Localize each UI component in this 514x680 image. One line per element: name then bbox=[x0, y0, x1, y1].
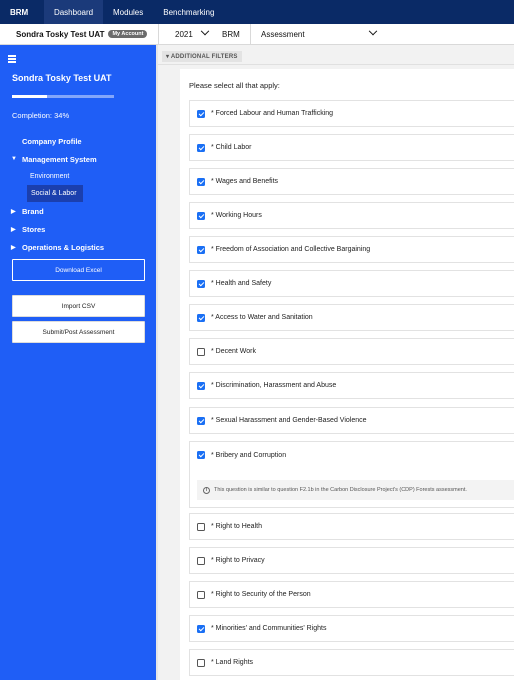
option-row bbox=[189, 441, 514, 508]
option-checkbox[interactable] bbox=[197, 557, 205, 565]
filter-bar bbox=[158, 49, 514, 65]
option-row bbox=[189, 372, 514, 399]
option-head bbox=[197, 625, 327, 633]
caret-right-icon: ▶ bbox=[11, 244, 16, 251]
nav-modules[interactable]: Modules bbox=[113, 7, 144, 17]
sidebar bbox=[0, 45, 156, 680]
brand-select[interactable] bbox=[214, 24, 250, 45]
option-row bbox=[189, 100, 514, 127]
option-head bbox=[197, 591, 311, 599]
additional-filters-label: ADDITIONAL FILTERS bbox=[170, 54, 238, 60]
option-row bbox=[189, 547, 514, 574]
option-head bbox=[197, 659, 253, 667]
option-head bbox=[197, 382, 336, 390]
sidebar-title: Sondra Tosky Test UAT bbox=[12, 73, 112, 83]
option-label: * Health and Safety bbox=[211, 280, 272, 287]
option-label: * Decent Work bbox=[211, 348, 256, 355]
caret-right-icon: ▶ bbox=[11, 208, 16, 215]
caret-down-icon: ▼ bbox=[11, 156, 17, 162]
sidebar-subitem-environment[interactable]: Environment bbox=[30, 173, 70, 180]
option-label: * Right to Health bbox=[211, 523, 262, 530]
option-label: * Working Hours bbox=[211, 212, 262, 219]
option-row bbox=[189, 270, 514, 297]
option-checkbox[interactable] bbox=[197, 659, 205, 667]
nav-benchmarking[interactable]: Benchmarking bbox=[163, 7, 215, 17]
year-select[interactable] bbox=[158, 24, 214, 45]
option-label: * Wages and Benefits bbox=[211, 178, 279, 185]
option-info-note bbox=[197, 480, 514, 500]
additional-filters-toggle[interactable]: ▾ ADDITIONAL FILTERS bbox=[162, 51, 242, 62]
option-checkbox[interactable] bbox=[197, 523, 205, 531]
year-value: 2021 bbox=[175, 29, 193, 39]
option-row bbox=[189, 513, 514, 540]
sidebar-item-label: Management System bbox=[22, 154, 97, 164]
option-checkbox[interactable] bbox=[197, 246, 205, 254]
option-checkbox[interactable] bbox=[197, 314, 205, 322]
option-row bbox=[189, 649, 514, 676]
account-name: Sondra Tosky Test UAT bbox=[16, 29, 105, 39]
option-row bbox=[189, 134, 514, 161]
chevron-down-icon bbox=[201, 27, 209, 35]
option-head bbox=[197, 557, 265, 565]
option-checkbox[interactable] bbox=[197, 212, 205, 220]
assessment-value: Assessment bbox=[261, 29, 305, 39]
info-icon: i bbox=[203, 487, 210, 494]
sidebar-item-stores[interactable] bbox=[0, 220, 156, 238]
sidebar-item-operations-logistics[interactable] bbox=[0, 238, 156, 256]
option-label: * Discrimination, Harassment and Abuse bbox=[211, 382, 337, 389]
option-label: * Child Labor bbox=[211, 144, 252, 151]
completion-label: Completion: 34% bbox=[12, 111, 70, 120]
option-head bbox=[197, 212, 262, 220]
option-head bbox=[197, 314, 313, 322]
import-csv-button[interactable]: Import CSV bbox=[12, 295, 145, 317]
option-checkbox[interactable] bbox=[197, 382, 205, 390]
completion-progress-fill bbox=[12, 95, 47, 98]
question-content bbox=[180, 69, 514, 680]
option-head bbox=[197, 280, 271, 288]
option-checkbox[interactable] bbox=[197, 625, 205, 633]
option-row bbox=[189, 236, 514, 263]
account-bar bbox=[0, 24, 514, 45]
option-row bbox=[189, 202, 514, 229]
option-row bbox=[189, 304, 514, 331]
option-checkbox[interactable] bbox=[197, 348, 205, 356]
sidebar-item-label: Operations & Logistics bbox=[22, 242, 105, 252]
option-label: * Minorities' and Communities' Rights bbox=[211, 625, 327, 632]
option-head bbox=[197, 144, 251, 152]
submit-post-assessment-button[interactable]: Submit/Post Assessment bbox=[12, 321, 145, 343]
option-row bbox=[189, 338, 514, 365]
option-row bbox=[189, 581, 514, 608]
option-checkbox[interactable] bbox=[197, 417, 205, 425]
sidebar-item-label: Stores bbox=[22, 224, 46, 234]
option-checkbox[interactable] bbox=[197, 451, 205, 459]
option-checkbox[interactable] bbox=[197, 280, 205, 288]
option-label: * Right to Security of the Person bbox=[211, 591, 311, 598]
caret-right-icon: ▶ bbox=[11, 226, 16, 233]
sidebar-item-company-profile[interactable] bbox=[0, 132, 156, 150]
option-head bbox=[197, 417, 367, 425]
sidebar-item-management-system[interactable] bbox=[0, 150, 156, 168]
top-navigation-bar bbox=[0, 0, 514, 24]
menu-icon[interactable] bbox=[8, 55, 16, 64]
brand-logo[interactable]: BRM bbox=[10, 7, 29, 17]
option-label: * Bribery and Corruption bbox=[211, 451, 287, 459]
option-label: * Land Rights bbox=[211, 659, 254, 666]
option-checkbox[interactable] bbox=[197, 591, 205, 599]
option-label: * Right to Privacy bbox=[211, 557, 265, 564]
nav-dashboard[interactable]: Dashboard bbox=[44, 0, 103, 24]
download-excel-button[interactable]: Download Excel bbox=[12, 259, 145, 281]
option-checkbox[interactable] bbox=[197, 110, 205, 118]
option-checkbox[interactable] bbox=[197, 178, 205, 186]
question-prompt: Please select all that apply: bbox=[189, 81, 280, 90]
my-account-badge[interactable]: My Account bbox=[108, 30, 147, 38]
main-panel bbox=[158, 45, 514, 680]
option-head bbox=[197, 348, 256, 356]
chevron-down-icon bbox=[369, 27, 377, 35]
option-label: * Forced Labour and Human Trafficking bbox=[211, 110, 334, 117]
option-note-text: This question is similar to question F2.1b in the Carbon Disclosure Project's (CDP) Forests assessment. bbox=[214, 487, 467, 493]
sidebar-nav bbox=[0, 132, 156, 256]
option-head bbox=[197, 246, 370, 254]
option-label: * Access to Water and Sanitation bbox=[211, 314, 313, 321]
sidebar-item-brand[interactable] bbox=[0, 202, 156, 220]
sidebar-item-label: Company Profile bbox=[22, 136, 82, 146]
option-label: * Freedom of Association and Collective Bargaining bbox=[211, 246, 371, 253]
completion-progress-bar bbox=[12, 95, 114, 98]
option-row bbox=[189, 615, 514, 642]
brand-value: BRM bbox=[222, 29, 240, 39]
sidebar-item-label: Brand bbox=[22, 206, 44, 216]
option-label: * Sexual Harassment and Gender-Based Violence bbox=[211, 417, 367, 424]
account-name-wrapper bbox=[0, 30, 158, 39]
option-head bbox=[197, 178, 278, 186]
option-checkbox[interactable] bbox=[197, 144, 205, 152]
option-row bbox=[189, 168, 514, 195]
option-head bbox=[197, 523, 262, 531]
assessment-select[interactable] bbox=[250, 24, 388, 45]
option-head bbox=[197, 451, 286, 459]
option-row bbox=[189, 407, 514, 434]
option-head bbox=[197, 110, 333, 118]
sidebar-subitem-social-labor[interactable]: Social & Labor bbox=[27, 185, 83, 202]
